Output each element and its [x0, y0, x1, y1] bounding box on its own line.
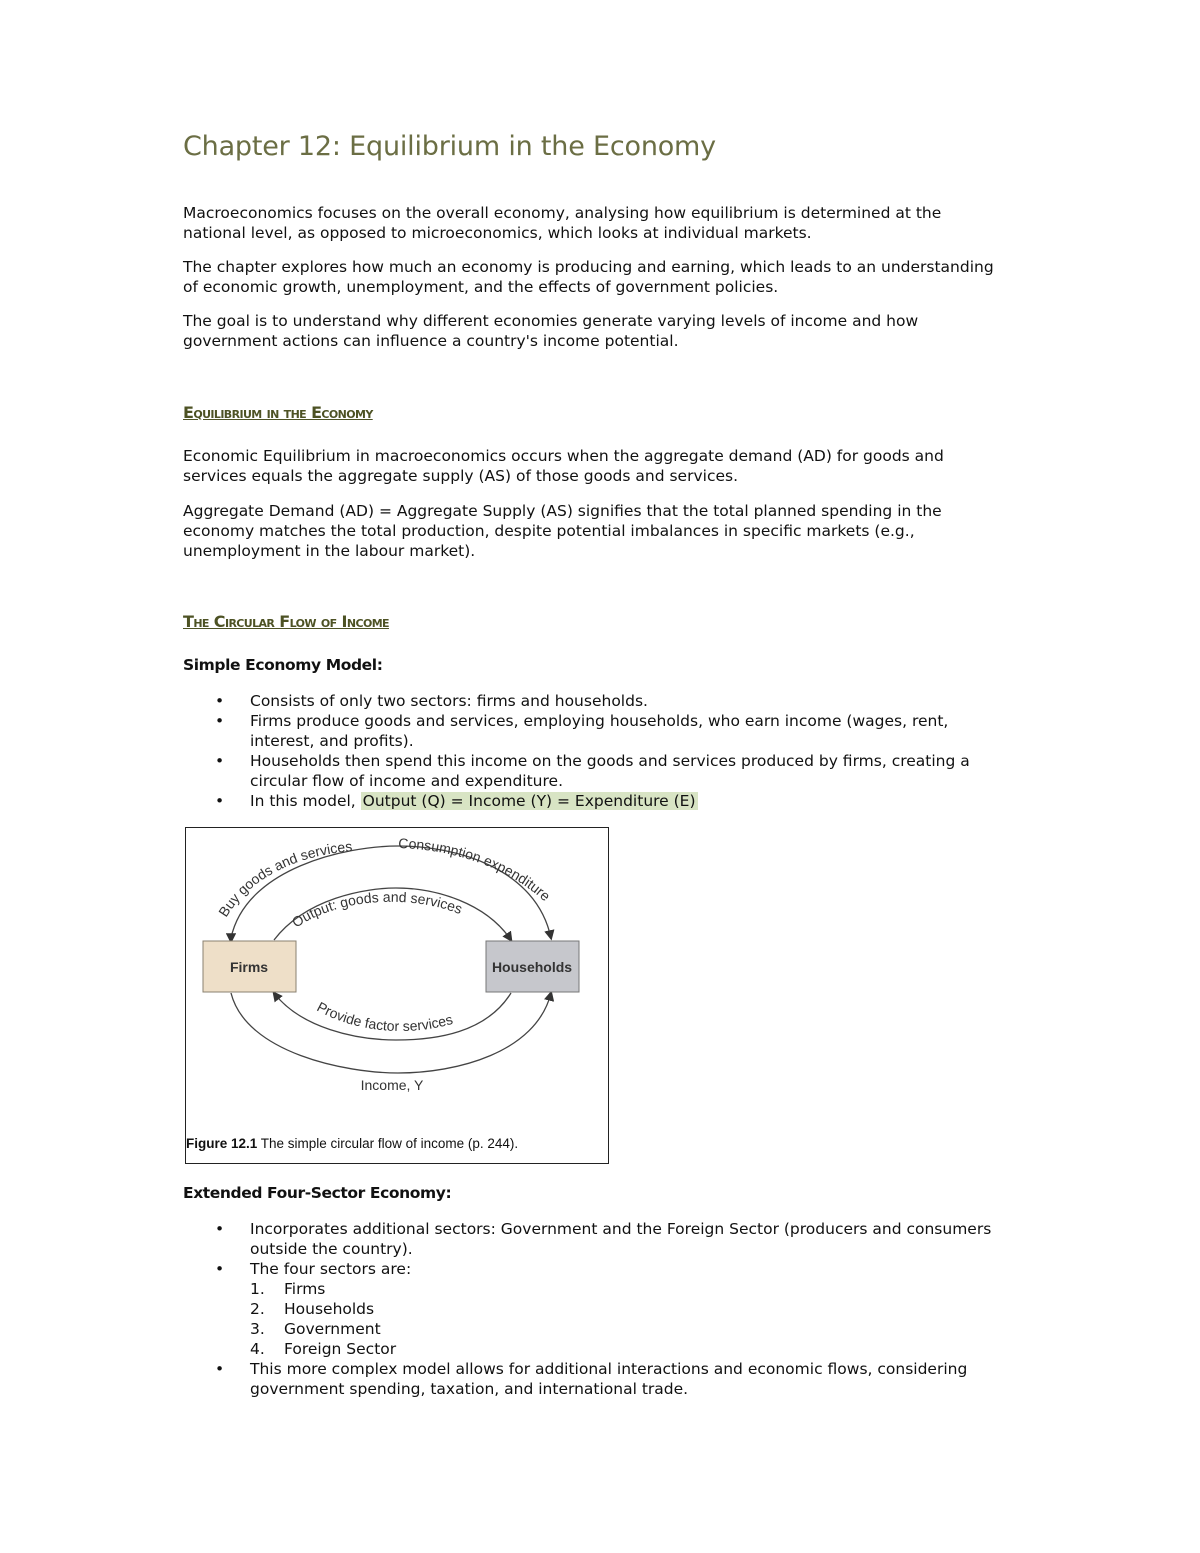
sector-number: 4.: [250, 1340, 265, 1358]
page-title: Chapter 12: Equilibrium in the Economy: [183, 131, 716, 162]
caption-label: Figure 12.1: [186, 1136, 258, 1151]
section-heading-equilibrium: Equilibrium in the Economy: [183, 403, 373, 422]
list-item: • Households then spend this income on the goods and services produced by firms, creating a circular flow of income and expenditure.: [183, 751, 1013, 791]
households-label: Households: [491, 959, 573, 975]
output-label: [289, 889, 465, 931]
list-item: [183, 1259, 1013, 1359]
list-item: • Firms produce goods and services, employing households, who earn income (wages, rent, interest, and profits).: [183, 711, 1013, 751]
sector-name: Government: [284, 1320, 381, 1338]
list-item: • Consists of only two sectors: firms and households.: [183, 691, 1013, 711]
consumption-textpath: Consumption expenditure: [397, 834, 554, 905]
caption-text: The simple circular flow of income (p. 244).: [257, 1136, 519, 1151]
list-item: • Incorporates additional sectors: Government and the Foreign Sector (producers and consumers outside the country).: [183, 1219, 1013, 1259]
sector-number: 1.: [250, 1280, 265, 1298]
sector-name: Foreign Sector: [284, 1340, 397, 1358]
equilibrium-paragraph-1: Economic Equilibrium in macroeconomics occurs when the aggregate demand (AD) for goods and services equals the aggregate supply (AS) of those goods and services.: [183, 447, 944, 485]
sector-item: [250, 1299, 1013, 1319]
intro-paragraph-1: Macroeconomics focuses on the overall economy, analysing how equilibrium is determined at the national level, as opposed to microeconomics, which looks at individual markets.: [183, 204, 942, 242]
extended-model-label: Extended Four-Sector Economy:: [183, 1184, 452, 1202]
sectors-list: [250, 1279, 1013, 1359]
firms-label: Firms: [229, 959, 269, 975]
factor-textpath: Provide factor services: [314, 998, 455, 1035]
intro-paragraph-3: The goal is to understand why different economies generate varying levels of income and how government actions can influence a country's income potential.: [183, 312, 919, 350]
output-textpath: Output: goods and services: [288, 888, 465, 931]
model-prefix: In this model,: [250, 792, 361, 810]
circular-flow-figure: [185, 827, 609, 1164]
sector-item: [250, 1319, 1013, 1339]
list-item: [183, 791, 1013, 811]
sector-number: 2.: [250, 1300, 265, 1318]
simple-model-label: Simple Economy Model:: [183, 656, 383, 674]
intro-paragraph-2: The chapter explores how much an economy is producing and earning, which leads to an understanding of economic growth, unemployment, and the effects of government policies.: [183, 258, 994, 296]
list-item: • This more complex model allows for additional interactions and economic flows, considering government spending, taxation, and international trade.: [183, 1359, 1013, 1399]
sector-name: Households: [284, 1300, 375, 1318]
section-heading-circular-flow: The Circular Flow of Income: [183, 612, 389, 631]
figure-caption: [186, 1136, 518, 1151]
extended-model-list: [183, 1219, 1013, 1399]
income-label: Income, Y: [360, 1077, 424, 1093]
sectors-intro: The four sectors are:: [250, 1260, 412, 1278]
simple-model-list: [183, 691, 1013, 811]
equation-highlight: Output (Q) = Income (Y) = Expenditure (E): [362, 792, 696, 810]
buy-goods-textpath: Buy goods and services: [215, 837, 353, 920]
sector-item: [250, 1339, 1013, 1359]
sector-number: 3.: [250, 1320, 265, 1338]
sector-item: [250, 1279, 1013, 1299]
equilibrium-paragraph-2: Aggregate Demand (AD) = Aggregate Supply (AS) signifies that the total planned spending in the economy matches the total production, despite potential imbalances in specific markets (e.g., unemployment in the labour market).: [183, 502, 942, 560]
circular-flow-diagram: [186, 828, 608, 1163]
sector-name: Firms: [284, 1280, 326, 1298]
factor-services-label: [315, 999, 455, 1035]
